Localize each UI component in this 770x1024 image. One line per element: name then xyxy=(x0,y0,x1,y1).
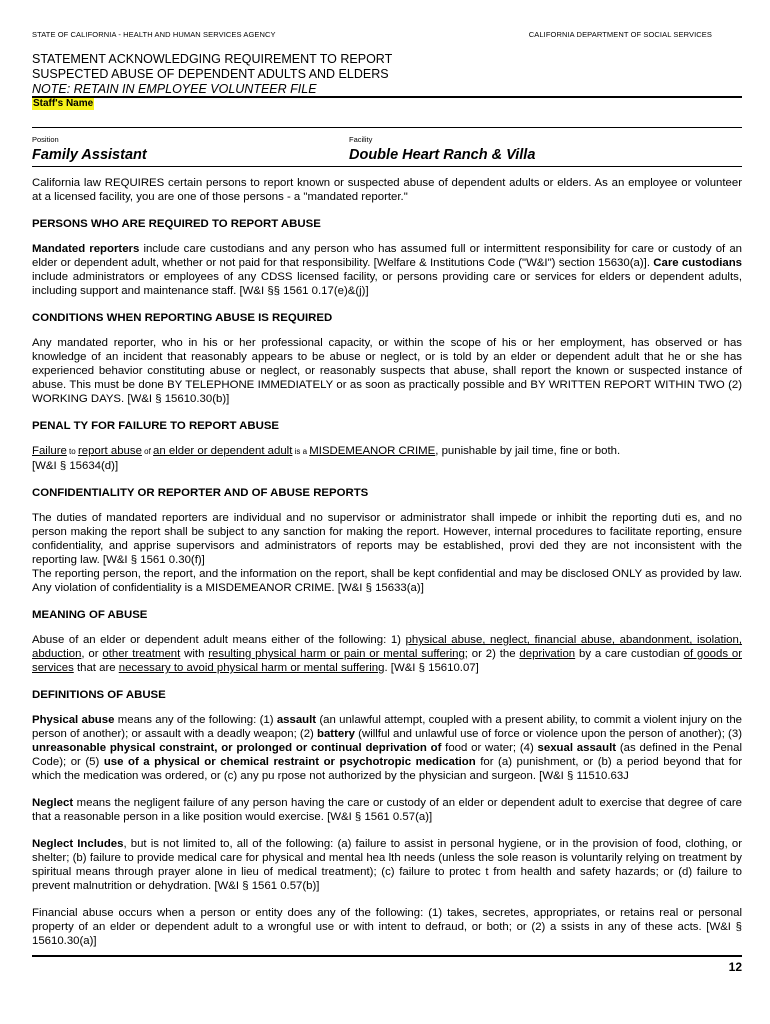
paragraph-physical-abuse: Physical abuse means any of the following: (1) assault (an unlawful attempt, coupled with a present ability, to commit a violent injury on the person of another); or assault with a deadly weapon; (2) battery (willful and unlawful use of force or violence upon the person of another); (3) unreasonable physical constraint, or prolonged or continual deprivation of food or water; (4) sexual assault (as defined in the Penal Code); or (5) use of a physical or chemical restraint or psychotropic medication for (a) punishment, or (b) a period beyond that for which the medication was ordered, or (c) any pu rpose not authorized by the physician and surgeon. [W&I § 11510.63J xyxy=(32,714,743,782)
department-header: CALIFORNIA DEPARTMENT OF SOCIAL SERVICES xyxy=(528,30,712,39)
facility-value[interactable]: Double Heart Ranch & Villa xyxy=(349,147,536,163)
position-label: Position xyxy=(32,135,59,144)
title-divider xyxy=(32,96,742,98)
agency-header: STATE OF CALIFORNIA - HEALTH AND HUMAN SERVICES AGENCY xyxy=(32,30,276,39)
section-heading-meaning: MEANING OF ABUSE xyxy=(32,609,148,621)
section-heading-conditions: CONDITIONS WHEN REPORTING ABUSE IS REQUIRED xyxy=(32,312,333,324)
facility-label: Facility xyxy=(349,135,373,144)
title-line-2: SUSPECTED ABUSE OF DEPENDENT ADULTS AND ELDERS xyxy=(32,67,389,81)
footer-divider xyxy=(32,955,742,957)
paragraph-meaning: Abuse of an elder or dependent adult means either of the following: 1) physical abuse, neglect, financial abuse, abandonment, isolation, abduction, or other treatment with resulting physical harm or pain or mental suffering; or 2) the deprivation by a care custodian of goods or services that are necessary to avoid physical harm or mental suffering. [W&I § 15610.07] xyxy=(32,634,743,674)
paragraph-confidentiality: The duties of mandated reporters are individual and no supervisor or administrator shall impede or inhibit the reporting duti es, and no person making the report shall be subject to any sanction for making the report. However, internal procedures to facilitate reporting, ensure confidentiality, and apprise supervisors and administrators of reports may be established, provi ded they are not inconsistent with the reporting law. [W&I § 1561 0.30(f)] The reporting person, the report, and the information on the report, shall be kept confidential and may be disclosed ONLY as provided by law. Any violation of confidentiality is a MISDEMEANOR CRIME. [W&I § 15633(a)] xyxy=(32,512,743,594)
paragraph-mandated-reporters: Mandated reporters include care custodians and any person who has assumed full or intermittent responsibility for care or custody of an elder or dependent adult, whether or not paid for that responsibility. [Welfare & Institutions Code ("W&I") section 15630(a)]. Care custodians include administrators or employees of any CDSS licensed facility, or persons providing care or services for elders or dependent adults, including support and maintenance staff. [W&I §§ 1561 0.17(e)&(j)] xyxy=(32,243,742,297)
staff-name-line[interactable] xyxy=(32,127,742,128)
section-heading-definitions: DEFINITIONS OF ABUSE xyxy=(32,689,166,701)
paragraph-conditions: Any mandated reporter, who in his or her professional capacity, or within the scope of his or her employment, has observed or has knowledge of an incident that reasonably appears to be abuse or neglect, or is told by an elder or dependent adult that he or she has experienced behavior constituting abuse or neglect, or reasonably suspects that abuse, shall report the known or suspected instance of abuse. This must be done BY TELEPHONE IMMEDIATELY or as soon as practically possible and BY WRITTEN REPORT WITHIN TWO (2) WORKING DAYS. [W&I § 15610.30(b)] xyxy=(32,337,742,405)
intro-paragraph: California law REQUIRES certain persons to report known or suspected abuse of dependent adults or elders. As an employee or volunteer at a licensed facility, you are one of those persons - a "mandated reporter." xyxy=(32,177,742,203)
paragraph-penalty: Failure to report abuse of an elder or dependent adult is a MISDEMEANOR CRIME, punishable by jail time, fine or both. [W&I § 15634(d)] xyxy=(32,445,621,472)
title-note: NOTE: RETAIN IN EMPLOYEE VOLUNTEER FILE xyxy=(32,82,317,96)
section-heading-confidentiality: CONFIDENTIALITY OR REPORTER AND OF ABUSE REPORTS xyxy=(32,487,369,499)
position-value[interactable]: Family Assistant xyxy=(32,147,147,163)
staff-name-label: Staff's Name xyxy=(33,98,94,109)
section-heading-required-reporters: PERSONS WHO ARE REQUIRED TO REPORT ABUSE xyxy=(32,218,321,230)
section-heading-penalty: PENAL TY FOR FAILURE TO REPORT ABUSE xyxy=(32,420,280,432)
paragraph-financial-abuse: Financial abuse occurs when a person or entity does any of the following: (1) takes, secretes, appropriates, or retains real or personal property of an elder or dependent adult to a wrongful use or with intent to defraud, or both; or (2) a ssists in any of these acts. [W&I § 15610.30(a)] xyxy=(32,907,742,947)
paragraph-neglect: Neglect means the negligent failure of any person having the care or custody of an elder or dependent adult to exercise that degree of care that a reasonable person in a like position would exercise. [W&I § 1561 0.57(a)] xyxy=(32,797,742,823)
term-mandated-reporters: Mandated reporters xyxy=(32,243,140,255)
fields-divider xyxy=(32,166,742,167)
form-title xyxy=(32,52,732,97)
term-care-custodians: Care custodians xyxy=(653,257,742,269)
document-body xyxy=(32,176,742,948)
title-line-1: STATEMENT ACKNOWLEDGING REQUIREMENT TO REPORT xyxy=(32,52,393,66)
page-number: 12 xyxy=(728,960,742,974)
paragraph-neglect-includes: Neglect Includes, but is not limited to, all of the following: (a) failure to assist in personal hygiene, or in the provision of food, clothing, or shelter; (b) failure to provide medical care for physical and mental hea lth needs (unless the sole reason is voluntarily relying on treatment by spiritual means through prayer alone in lieu of medical treatment); (c) failure to protec t from health and safety hazards; or (d) failure to prevent malnutrition or dehydration. [W&I § 1561 0.57(b)] xyxy=(32,838,742,892)
